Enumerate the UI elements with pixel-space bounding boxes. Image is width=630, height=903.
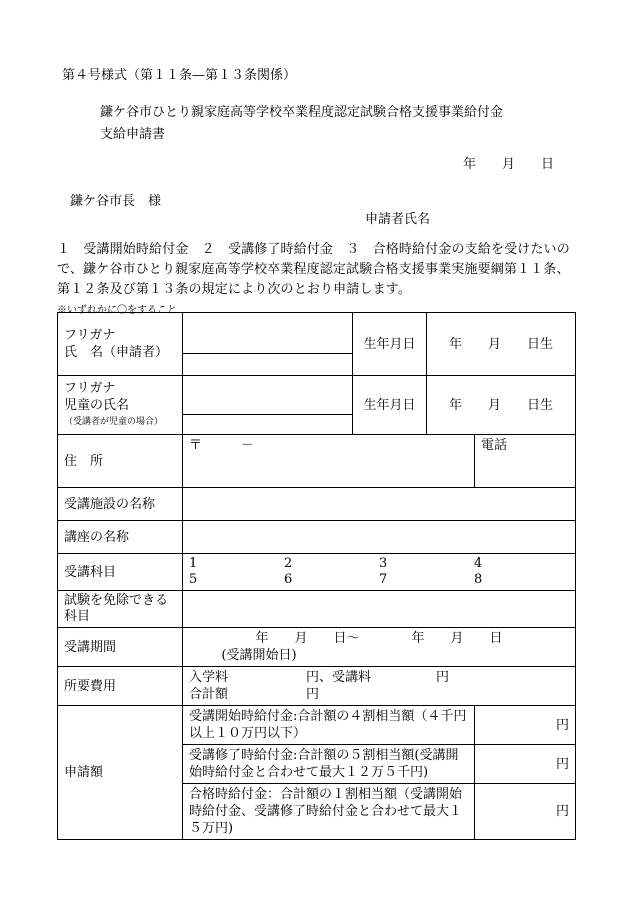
subjects-input[interactable]: [183, 554, 576, 591]
period-label: 受講期間: [58, 628, 183, 667]
postal-code-field[interactable]: 〒 －: [189, 438, 255, 453]
child-label-cell: [58, 376, 183, 435]
course-row: [58, 521, 576, 554]
address-input[interactable]: [183, 435, 475, 488]
cost-label: 所要費用: [58, 667, 183, 706]
period-value: 年 月 日～ 年 月 日: [255, 631, 503, 646]
form-title: [100, 102, 503, 146]
title-line-2: 支給申請書: [100, 127, 166, 142]
cost-input[interactable]: [183, 667, 576, 706]
applicant-name-input[interactable]: [183, 313, 353, 376]
amount-text-3: 合格時給付金：合計額の１割相当額（受講開始時給付金、受講修了時給付金と合わせて最大１５万円): [183, 784, 475, 840]
cost-row: [58, 667, 576, 706]
address-row: [58, 435, 576, 488]
subject-number: 7: [379, 572, 388, 587]
course-input[interactable]: [183, 521, 576, 554]
amount-value-3[interactable]: 円: [475, 784, 576, 840]
course-label: 講座の名称: [58, 521, 183, 554]
applicant-name-label: 申請者氏名: [365, 212, 431, 227]
phone-field[interactable]: [475, 435, 576, 488]
furigana-label: フリガナ: [64, 328, 116, 343]
subject-number: 4: [474, 556, 483, 571]
applicant-furigana-input[interactable]: [183, 335, 352, 354]
application-form-table: [57, 312, 576, 840]
facility-label: 受講施設の名称: [58, 488, 183, 521]
amount-text-2: 受講修了時給付金:合計額の５割相当額(受講開始時給付金と合わせて最大１２万５千円): [183, 745, 475, 784]
child-birth-label: 生年月日: [353, 376, 427, 435]
subject-number: 6: [284, 572, 293, 587]
address-label: 住 所: [58, 435, 183, 488]
subjects-grid: [189, 556, 569, 588]
phone-label: 電話: [481, 438, 508, 453]
date-field[interactable]: 年 月 日: [463, 157, 555, 172]
amount-row-1: [58, 706, 576, 745]
application-paragraph: １ 受講開始時給付金 ２ 受講修了時給付金 ３ 合格時給付金の支給を受けたいので、鎌ケ谷市ひとり親家庭高等学校卒業程度認定試験合格支援事業実施要綱第１１条、第１２条及び第１３条の規定により次のとおり申請します。: [57, 242, 570, 297]
exempt-label: 試験を免除できる科目: [58, 591, 183, 628]
subject-number: 3: [379, 556, 388, 571]
child-furigana-label: フリガナ: [64, 380, 116, 396]
facility-input[interactable]: [183, 488, 576, 521]
facility-row: [58, 488, 576, 521]
applicant-label-cell: [58, 313, 183, 376]
birth-date-field[interactable]: 年 月 日生: [427, 313, 576, 376]
title-line-1: 鎌ケ谷市ひとり親家庭高等学校卒業程度認定試験合格支援事業給付金: [100, 105, 504, 120]
subject-number: 8: [474, 572, 483, 587]
subjects-label: 受講科目: [58, 554, 183, 591]
child-name-label: 児童の氏名: [64, 397, 130, 413]
subject-number: 2: [284, 556, 293, 571]
period-note: (受講開始日): [221, 648, 297, 663]
exempt-row: [58, 591, 576, 628]
amount-value-1[interactable]: 円: [475, 706, 576, 745]
addressee: 鎌ケ谷市長 様: [70, 194, 162, 209]
child-note: （受講者が児童の場合）: [64, 416, 164, 427]
subjects-row: [58, 554, 576, 591]
form-number: 第４号様式（第１１条—第１３条関係）: [62, 68, 297, 83]
period-input[interactable]: [183, 628, 576, 667]
subject-number: 1: [189, 556, 198, 571]
child-name-input[interactable]: [183, 376, 353, 435]
cost-line-1: 入学料 円、受講料 円: [189, 670, 450, 685]
birth-label: 生年月日: [353, 313, 427, 376]
selection-note: ※いずれかに〇をすること: [57, 305, 177, 316]
amount-value-2[interactable]: 円: [475, 745, 576, 784]
amount-label: 申請額: [58, 706, 183, 840]
child-birth-date-field[interactable]: 年 月 日生: [427, 376, 576, 435]
child-furigana-input[interactable]: [183, 396, 352, 415]
applicant-row: [58, 313, 576, 376]
exempt-input[interactable]: [183, 591, 576, 628]
period-row: [58, 628, 576, 667]
amount-text-1: 受講開始時給付金:合計額の４割相当額（４千円以上１０万円以下）: [183, 706, 475, 745]
subject-number: 5: [189, 572, 198, 587]
cost-line-2: 合計額 円: [189, 687, 320, 702]
child-row: [58, 376, 576, 435]
applicant-name-label: 氏 名（申請者）: [64, 345, 169, 360]
